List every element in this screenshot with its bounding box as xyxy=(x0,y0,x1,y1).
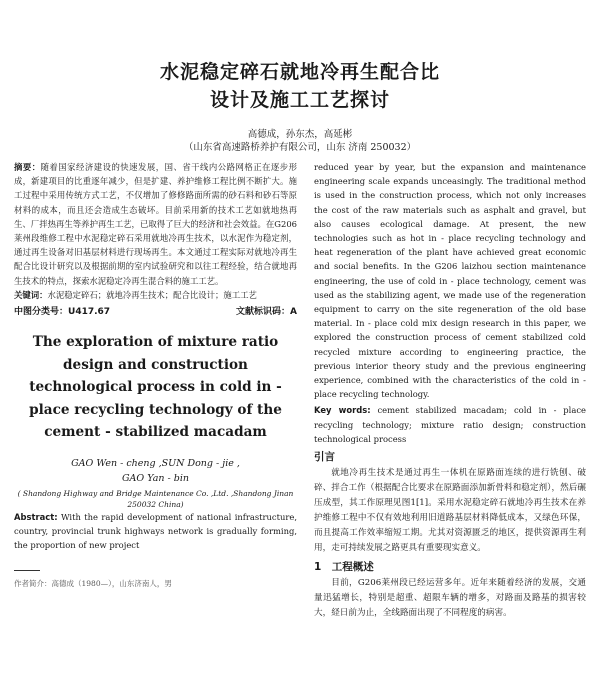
abstract-cn xyxy=(14,160,297,288)
keywords-cn-text: 水泥稳定碎石；就地冷再生技术；配合比设计；施工工艺 xyxy=(47,289,257,300)
abstract-cn-label: 摘要： xyxy=(14,162,41,172)
author-block-cn xyxy=(0,128,600,154)
paper-title-en: The exploration of mixture ratio design and construction technological process in cold in - place recycling technology of the cement - stabilized macadam xyxy=(29,334,282,441)
clc-code xyxy=(14,305,110,319)
keywords-en-text: cement stabilized macadam; cold in - place recycling technology; mixture ratio design; construction technological process xyxy=(314,405,586,444)
affiliation-cn: （山东省高速路桥养护有限公司，山东 济南 250032） xyxy=(183,142,417,153)
keywords-en-label: Key words: xyxy=(314,405,371,416)
title-cn-line-1: 水泥稳定碎石就地冷再生配合比 xyxy=(159,61,440,83)
keywords-cn xyxy=(14,288,297,302)
right-column xyxy=(314,160,586,621)
authors-cn: 高德成，孙东杰，高延彬 xyxy=(247,129,353,140)
paper-title-cn xyxy=(0,58,600,114)
clc-value: U417.67 xyxy=(68,307,111,318)
clc-label: 中图分类号： xyxy=(14,307,69,318)
authors-en-line-2: GAO Yan - bin xyxy=(121,472,190,484)
authors-en xyxy=(14,456,297,486)
abstract-en-label: Abstract: xyxy=(14,511,58,522)
abstract-en-continued: reduced year by year, but the expansion and maintenance engineering scale expands unceasingly. The traditional method is used in the construction process, which not only increases the cost of the raw materials such as asphalt and gravel, but also causes ecological damage. At present, the new technologies such as hot in - place recycling technology and heat regeneration of the plant have achieved great economic and social benefits. In the G206 laizhou section maintenance engineering, the use of cold in - place technology, cement was used as the stabilizing agent, we made use of the regeneration equipment to carry on the site regeneration of the old base material. In - place cold mix design research in this paper, we explored the construction process of cement stabilized cold recycled mixture according to engineering practice, the previous interior theory study and the previous engineering experience, combined with the characteristics of the cold in - place recycling technology. xyxy=(314,162,586,400)
keywords-cn-label: 关键词： xyxy=(14,289,48,300)
section-heading-overview: 1 工程概述 xyxy=(314,561,374,574)
section-intro-paragraph: 就地冷再生技术是通过再生一体机在原路面连续的进行铣刨、破碎、拌合工作（根据配合比要求在原路面添加新骨料和稳定剂），然后碾压成型，其工作原理见图1[1]。采用水泥稳定碎石就地冷再生技术在养护维修工程中不仅有效地利用旧道路基层材料降低成本，又绿色环保，而且提高工作效率缩短工期。尤其对资源匮乏的地区，提供资源再生利用，走可持续发展之路更具有重要现实意义。 xyxy=(314,468,586,554)
footnote-divider xyxy=(14,570,40,571)
keywords-en xyxy=(314,403,586,446)
affiliation-en: ( Shandong Highway and Bridge Maintenance Co. ,Ltd. ,Shandong Jinan 250032 China) xyxy=(17,488,294,509)
abstract-cn-text: 随着国家经济建设的快速发展，国、省干线内公路网格正在逐步形成，新建项目的比重逐年减少，但是扩建、养护维修工程比例不断扩大。施工过程中采用传统方式工艺，不仅增加了修修路面所需的砂石料和砂石等原材料的成本，而且还会造成生态破坏。目前采用新的技术工艺如就地热再生、厂拌热再生等养护再生工艺，已取得了巨大的经济和社会效益。在G206莱州段维修工程中水泥稳定碎石采用就地冷再生技术，以水泥作为稳定剂，通过再生设备对旧基层材料进行现场再生。本文通过工程实际对就地冷再生配合比设计研究以及根据前期的室内试验研究和以往工程经验，结合就地再生技术的特点，探索水泥稳定冷再生混合料的施工工艺。 xyxy=(14,162,297,286)
classification-row xyxy=(14,305,297,319)
doc-value: A xyxy=(290,307,297,318)
doc-code xyxy=(236,305,297,319)
left-column xyxy=(14,160,297,592)
abstract-en-text-start: With the rapid development of national infrastructure, country, provincial trunk highways network is gradually forming, the proportion of new project xyxy=(14,511,297,551)
footnote: 作者简介：高德成（1980—），山东济南人，男 xyxy=(14,579,172,589)
abstract-en-start xyxy=(14,510,297,553)
section-overview-paragraph: 目前，G206莱州段已经运营多年。近年来随着经济的发展，交通量迅猛增长，特别是超重、超限车辆的增多，对路面及路基的损害较大，経日前为止，全线路面出现了不同程度的病害。 xyxy=(314,578,586,619)
section-heading-intro: 引言 xyxy=(314,451,335,464)
doc-label: 文献标识码： xyxy=(236,307,291,318)
title-cn-line-2: 设计及施工工艺探讨 xyxy=(209,89,390,111)
authors-en-line-1: GAO Wen - cheng ,SUN Dong - jie , xyxy=(71,457,240,469)
